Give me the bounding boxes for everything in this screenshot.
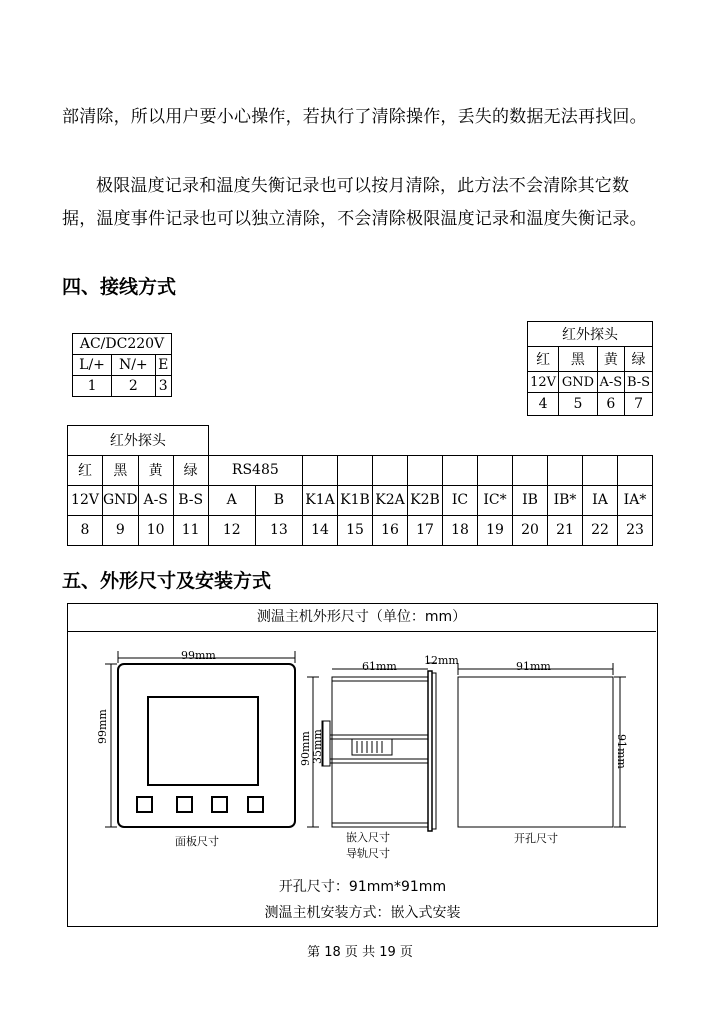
probe-header: 红外探头: [528, 322, 653, 347]
wiring-color: 黑: [103, 455, 139, 485]
paragraph-2-line-2: 据，温度事件记录也可以独立清除，不会清除极限温度记录和温度失衡记录。: [62, 209, 647, 229]
dimension-title: 测温主机外形尺寸（单位：mm）: [67, 603, 656, 632]
wiring-number: 23: [618, 515, 653, 545]
power-number: 3: [155, 376, 171, 397]
caption-panel: 面板尺寸: [175, 835, 219, 848]
caption-rail: 导轨尺寸: [346, 847, 390, 860]
cutout-note: 开孔尺寸：91mm*91mm: [278, 879, 447, 895]
wiring-number: 12: [208, 515, 255, 545]
wiring-number: 17: [408, 515, 443, 545]
wiring-empty-cell: [583, 455, 618, 485]
caption-embed: 嵌入尺寸: [346, 831, 390, 844]
probe-color: 红: [528, 347, 559, 372]
wiring-label: K2B: [408, 485, 443, 515]
panel-width-label: 99mm: [181, 649, 216, 662]
wiring-number: 16: [373, 515, 408, 545]
probe-color: 绿: [625, 347, 653, 372]
section-5-title: 五、外形尺寸及安装方式: [62, 570, 272, 592]
wiring-empty-cell: [408, 455, 443, 485]
wiring-number: 8: [68, 515, 103, 545]
wiring-label: IB: [513, 485, 548, 515]
wiring-number: 15: [338, 515, 373, 545]
wiring-number: 13: [255, 515, 302, 545]
wiring-label: IB*: [548, 485, 583, 515]
wiring-label: IA: [583, 485, 618, 515]
caption-cutout: 开孔尺寸: [514, 832, 558, 845]
wiring-number: 11: [173, 515, 208, 545]
wiring-number: 21: [548, 515, 583, 545]
wiring-probe-header: 红外探头: [68, 426, 209, 456]
wiring-empty-cell: [548, 455, 583, 485]
wiring-label: GND: [103, 485, 139, 515]
probe-label: A-S: [597, 372, 624, 393]
wiring-label: K1A: [303, 485, 338, 515]
cutout-width-label: 91mm: [516, 660, 551, 673]
wiring-number: 9: [103, 515, 139, 545]
wiring-empty-cell: [443, 455, 478, 485]
probe-number: 4: [528, 393, 559, 416]
wiring-label: 12V: [68, 485, 103, 515]
wiring-empty-cell: [303, 455, 338, 485]
paragraph-1: 部清除，所以用户要小心操作，若执行了清除操作，丢失的数据无法再找回。: [62, 107, 647, 127]
wiring-rs485: RS485: [208, 455, 302, 485]
page-footer: 第 18 页 共 19 页: [307, 945, 413, 960]
panel-button: [137, 797, 152, 812]
wiring-empty-cell: [618, 455, 653, 485]
panel-height-label: 99mm: [96, 709, 109, 744]
wiring-label: K1B: [338, 485, 373, 515]
wiring-label: B: [255, 485, 302, 515]
rail-label: 35mm: [311, 729, 324, 764]
wiring-label: IC: [443, 485, 478, 515]
wiring-empty-cell: [478, 455, 513, 485]
wiring-color: 红: [68, 455, 103, 485]
probe-label: B-S: [625, 372, 653, 393]
display-window: [148, 697, 258, 785]
power-number: 1: [73, 376, 112, 397]
section-4-title: 四、接线方式: [62, 276, 177, 298]
wiring-label: K2A: [373, 485, 408, 515]
install-note: 测温主机安装方式：嵌入式安装: [264, 905, 461, 921]
probe-number: 6: [597, 393, 624, 416]
probe-label: 12V: [528, 372, 559, 393]
wiring-empty-cell: [338, 455, 373, 485]
power-label: L/+: [73, 355, 112, 376]
wiring-number: 20: [513, 515, 548, 545]
wiring-number: 14: [303, 515, 338, 545]
wiring-number: 10: [138, 515, 173, 545]
panel-button: [212, 797, 227, 812]
wiring-label: B-S: [173, 485, 208, 515]
probe-color: 黑: [559, 347, 597, 372]
paragraph-2-line-1: 极限温度记录和温度失衡记录也可以按月清除，此方法不会清除其它数: [96, 176, 630, 196]
power-table: [72, 333, 172, 397]
probe-number: 5: [559, 393, 597, 416]
bezel-label: 12mm: [424, 654, 459, 667]
cutout-outline: [458, 677, 613, 827]
power-label: N/+: [112, 355, 155, 376]
wiring-number: 18: [443, 515, 478, 545]
wiring-color: 黄: [138, 455, 173, 485]
panel-button: [248, 797, 263, 812]
probe-label: GND: [559, 372, 597, 393]
probe-table: [527, 321, 653, 416]
power-number: 2: [112, 376, 155, 397]
wiring-number: 19: [478, 515, 513, 545]
side-body-outline: [332, 677, 428, 827]
wiring-number: 22: [583, 515, 618, 545]
wiring-empty-cell: [373, 455, 408, 485]
depth-label: 61mm: [362, 660, 397, 673]
wiring-label: IA*: [618, 485, 653, 515]
wiring-empty-cell: [513, 455, 548, 485]
wiring-table: [67, 425, 653, 546]
side-height-label: 90mm: [299, 731, 312, 766]
wiring-color: 绿: [173, 455, 208, 485]
probe-color: 黄: [597, 347, 624, 372]
front-panel-outline: [118, 664, 295, 827]
probe-number: 7: [625, 393, 653, 416]
cutout-height-label: 91mm: [615, 734, 628, 769]
panel-button: [177, 797, 192, 812]
wiring-label: A-S: [138, 485, 173, 515]
wiring-label: A: [208, 485, 255, 515]
power-label: E: [155, 355, 171, 376]
side-bezel: [428, 671, 432, 831]
wiring-label: IC*: [478, 485, 513, 515]
power-header: AC/DC220V: [73, 334, 172, 355]
